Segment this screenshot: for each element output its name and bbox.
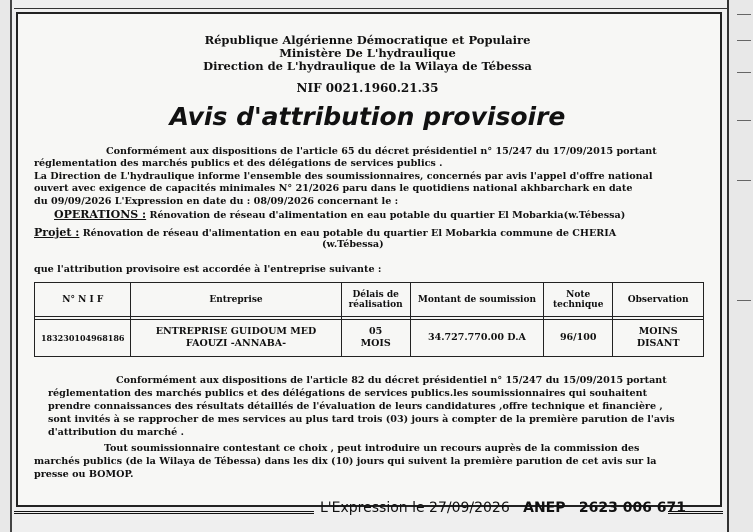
operations-line	[54, 208, 625, 221]
header-nif: NIF 0021.1960.21.35	[296, 81, 439, 95]
footer-rule-left	[14, 511, 314, 514]
cell-entreprise	[131, 320, 341, 357]
award-intro: que l'attribution provisoire est accordée à l'entreprise suivante :	[34, 264, 382, 275]
col-header-nif: N° N I F	[35, 283, 131, 317]
right-margin-strip	[727, 0, 753, 532]
top-rule	[14, 8, 727, 9]
footer-bar	[0, 494, 753, 532]
cell-entreprise-line-1: ENTREPRISE GUIDOUM MED	[155, 326, 317, 337]
notice-content	[20, 20, 715, 507]
closing-line-5: d'attribution du marché .	[48, 427, 184, 438]
intro-line-5: du 09/09/2026 L'Expression en date du : 08/09/2026 concernant le :	[34, 196, 399, 207]
closing-line-7: marchés publics (de la Wilaya de Tébessa) dans les dix (10) jours qui suivent la première parution de cet avis sur la	[34, 456, 657, 467]
closing-line-3: prendre connaissances des résultats détaillés de l'évaluation de leurs candidatures ,offre technique et financière ,	[48, 401, 663, 412]
closing-line-4: sont invités à se rapprocher de mes services au plus tard trois (03) jours à compter de la première parution de l'avis	[48, 414, 675, 425]
table-row	[35, 320, 704, 357]
operations-label: OPERATIONS :	[54, 208, 147, 221]
cell-montant: 34.727.770.00 D.A	[410, 320, 543, 357]
footer-rule-right	[668, 511, 723, 514]
closing-line-8: presse ou BOMOP.	[34, 469, 134, 480]
intro-line-2: réglementation des marchés publics et des délégations de services publics .	[34, 158, 443, 169]
cell-observation-line-1: MOINS	[638, 326, 678, 337]
col-header-montant: Montant de soumission	[410, 283, 543, 317]
cell-note: 96/100	[544, 320, 613, 357]
closing-line-6: Tout soumissionnaire contestant ce choix , peut introduire un recours auprès de la commission des	[104, 443, 640, 454]
footer-text	[320, 500, 686, 516]
header-republic: République Algérienne Démocratique et Populaire	[204, 33, 531, 47]
cell-nif: 183230104968186	[35, 320, 131, 357]
cell-observation	[613, 320, 704, 357]
closing-line-1: Conformément aux dispositions de l'article 82 du décret présidentiel n° 15/247 du 15/09/2015 portant	[116, 375, 667, 386]
header-ministry: Ministère De L'hydraulique	[279, 46, 456, 60]
projet-label: Projet :	[34, 226, 80, 239]
intro-line-3: La Direction de L'hydraulique informe l'ensemble des soumissionnaires, concernés par avis l'appel d'offre national	[34, 171, 653, 182]
operations-text: Rénovation de réseau d'alimentation en eau potable du quartier El Mobarkia(w.Tébessa)	[149, 210, 626, 221]
closing-line-2: réglementation des marchés publics et des délégations de services publics.les soumissionnaires qui souhaitent	[48, 388, 648, 399]
cell-delai	[341, 320, 410, 357]
projet-text: Rénovation de réseau d'alimentation en eau potable du quartier El Mobarkia commune de CHERIA	[82, 228, 617, 239]
footer-ref: 2623 006 671	[578, 500, 687, 516]
projet-line	[34, 226, 616, 239]
notice-title: Avis d'attribution provisoire	[169, 102, 566, 131]
col-header-entreprise: Entreprise	[131, 283, 341, 317]
footer-source: L'Expression le 27/09/2026	[320, 500, 510, 516]
header-direction: Direction de L'hydraulique de la Wilaya de Tébessa	[203, 59, 532, 73]
intro-line-1: Conformément aux dispositions de l'article 65 du décret présidentiel n° 15/247 du 17/09/2015 portant	[106, 146, 657, 157]
cell-entreprise-line-2: FAOUZI -ANNABA-	[185, 338, 287, 349]
projet-line-2: (w.Tébessa)	[322, 239, 384, 250]
table-header-row	[35, 283, 704, 317]
col-header-observation: Observation	[613, 283, 704, 317]
cell-observation-line-2: DISANT	[636, 338, 680, 349]
cell-delai-line-1: 05	[369, 326, 383, 337]
cell-delai-line-2: MOIS	[360, 338, 391, 349]
col-header-delai: Délais de réalisation	[341, 283, 410, 317]
col-header-note: Note technique	[544, 283, 613, 317]
left-column-rule	[0, 0, 12, 532]
intro-line-4: ouvert avec exigence de capacités minimales N° 21/2026 paru dans le quotidiens national akhbarchark en date	[34, 183, 633, 194]
award-table	[34, 282, 704, 357]
footer-anep: ANEP	[523, 500, 566, 516]
